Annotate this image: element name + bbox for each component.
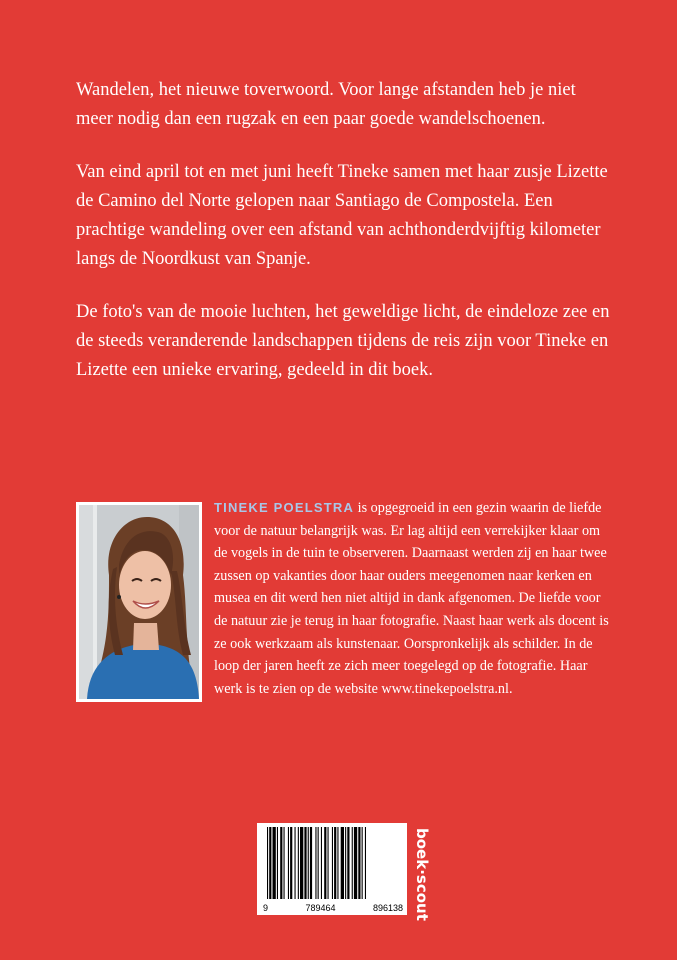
barcode-bar bbox=[354, 827, 357, 899]
barcode-bar bbox=[277, 827, 278, 899]
author-bio bbox=[214, 497, 614, 700]
publisher-logo bbox=[399, 826, 431, 921]
blurb-paragraph-1: Wandelen, het nieuwe toverwoord. Voor lange afstanden heb je niet meer nodig dan een rugzak en een paar goede wandelschoenen. bbox=[76, 80, 576, 129]
barcode-bar bbox=[284, 827, 285, 899]
barcode-bar bbox=[365, 827, 366, 899]
barcode-bar bbox=[273, 827, 276, 899]
barcode-bar bbox=[318, 827, 319, 899]
blurb-paragraph-3: De foto's van de mooie luchten, het geweldige licht, de eindeloze zee en de steeds veranderende landschappen tijdens de reis zijn voor Tineke en Lizette een unieke ervaring, gedeeld in dit boek. bbox=[76, 302, 610, 380]
barcode-bar bbox=[304, 827, 306, 899]
blurb-paragraph-2: Van eind april tot en met juni heeft Tineke samen met haar zusje Lizette de Camino del Norte gelopen naar Santiago de Compostela. Een prachtige wandeling over een afstand van achthonderdvijftig kilometer langs de Noordkust van Spanje. bbox=[76, 162, 608, 269]
barcode-bar bbox=[358, 827, 360, 899]
author-portrait-image bbox=[79, 505, 199, 699]
barcode-bar bbox=[324, 827, 326, 899]
barcode-digits-right: 896138 bbox=[372, 903, 403, 913]
barcode-bar bbox=[347, 827, 349, 899]
barcode-digits-left: 789464 bbox=[305, 903, 336, 913]
barcode-bars bbox=[257, 823, 407, 903]
barcode-bar bbox=[288, 827, 289, 899]
barcode-bar bbox=[337, 827, 338, 899]
barcode-bar bbox=[298, 827, 299, 899]
barcode-bar bbox=[300, 827, 303, 899]
author-name: TINEKE POELSTRA bbox=[214, 500, 355, 515]
barcode-bar bbox=[269, 827, 271, 899]
barcode-bar bbox=[332, 827, 333, 899]
barcode-bar bbox=[280, 827, 282, 899]
author-photo bbox=[76, 502, 202, 702]
publisher-logo-text: boek·scout bbox=[413, 828, 431, 921]
barcode-bar bbox=[334, 827, 336, 899]
barcode-bar bbox=[315, 827, 316, 899]
barcode-bar bbox=[345, 827, 346, 899]
barcode-bar bbox=[362, 827, 363, 899]
barcode-bar bbox=[290, 827, 292, 899]
author-bio-text: is opgegroeid in een gezin waarin de liefde voor de natuur belangrijk was. Er lag altijd een verrekijker klaar om de vogels in de tuin te observeren. Daarnaast werden zij en haar twee zussen op vakanties door haar ouders meegenomen naar kerken en musea en dit werd hen niet altijd in dank afgenomen. De liefde voor de natuur zie je terug in haar fotografie. Naast haar werk als docent is ze ook werkzaam als kunstenaar. Oorspronkelijk als schilder. In de loop der jaren heeft ze zich meer toegelegd op de fotografie. Haar werk is te zien op de website www.tinekepoelstra.nl. bbox=[214, 500, 609, 697]
barcode-bar bbox=[295, 827, 296, 899]
barcode-bar bbox=[308, 827, 309, 899]
back-cover-blurb bbox=[76, 76, 616, 409]
barcode-digits bbox=[263, 903, 403, 913]
isbn-barcode bbox=[257, 823, 407, 915]
barcode-bar bbox=[321, 827, 322, 899]
barcode-bar bbox=[341, 827, 344, 899]
barcode-digit-prefix: 9 bbox=[263, 903, 269, 913]
barcode-bar bbox=[328, 827, 329, 899]
barcode-bar bbox=[267, 827, 268, 899]
barcode-bar bbox=[352, 827, 353, 899]
barcode-bar bbox=[310, 827, 312, 899]
